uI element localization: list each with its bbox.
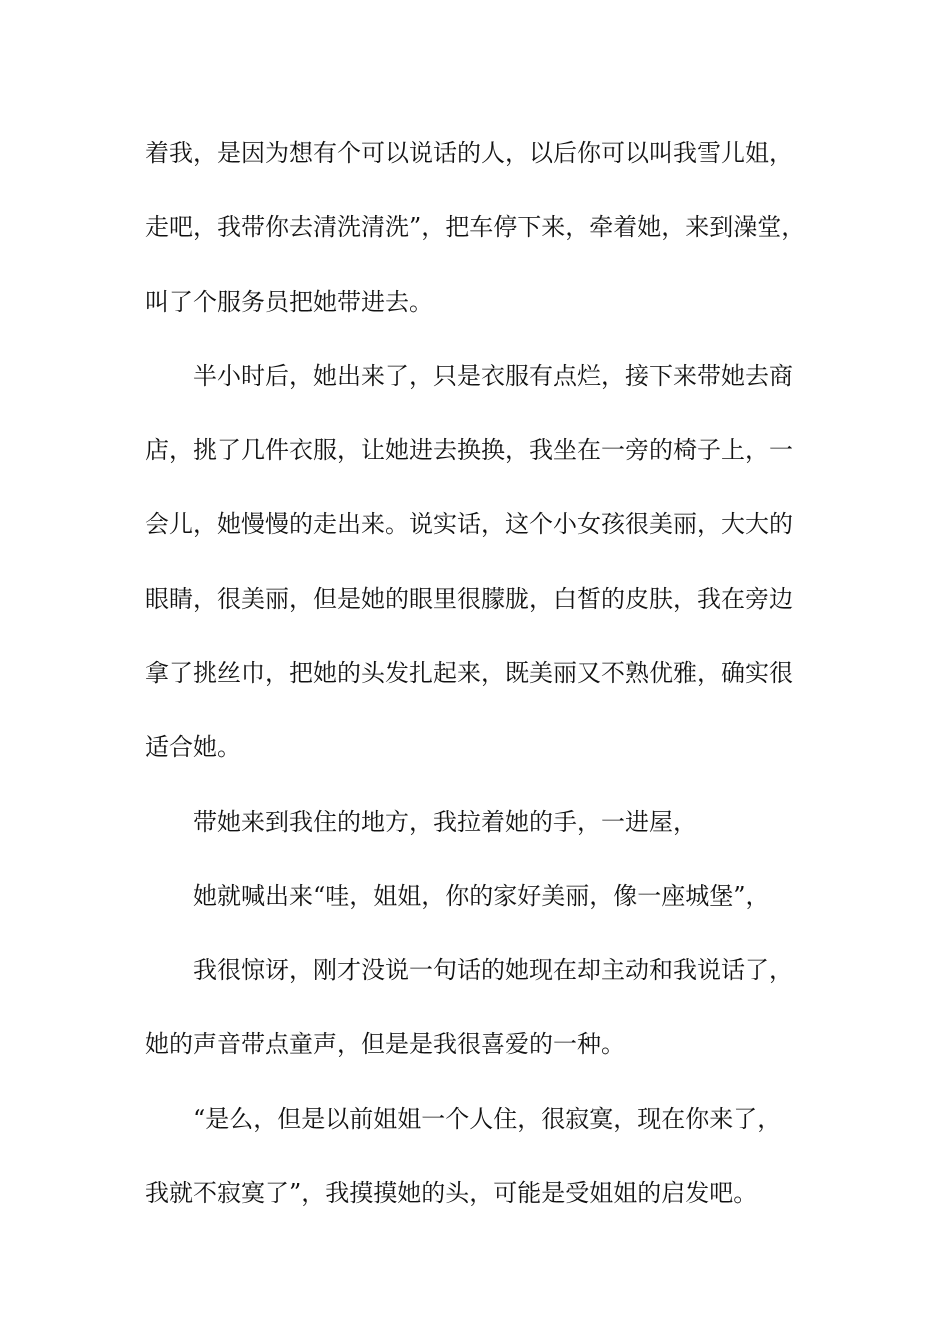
text-line-11: 她就喊出来“哇，姐姐，你的家好美丽，像一座城堡”，: [193, 882, 770, 910]
text-line-1: 着我，是因为想有个可以说话的人，以后你可以叫我雪儿姐，: [145, 139, 793, 167]
text-line-9: 适合她。: [145, 733, 241, 761]
text-line-6: 会儿，她慢慢的走出来。说实话，这个小女孩很美丽，大大的: [145, 510, 793, 538]
text-line-2: 走吧，我带你去清洗清洗”，把车停下来，牵着她，来到澡堂，: [145, 213, 806, 241]
text-line-14: “是么，但是以前姐姐一个人住，很寂寞，现在你来了，: [193, 1105, 782, 1133]
text-line-10: 带她来到我住的地方，我拉着她的手，一进屋，: [193, 808, 697, 836]
text-line-3: 叫了个服务员把她带进去。: [145, 288, 433, 316]
text-line-8: 拿了挑丝巾，把她的头发扎起来，既美丽又不熟优雅，确实很: [145, 659, 793, 687]
text-line-15: 我就不寂寞了”，我摸摸她的头，可能是受姐姐的启发吧。: [145, 1179, 758, 1207]
text-line-13: 她的声音带点童声，但是是我很喜爱的一种。: [145, 1030, 625, 1058]
text-line-12: 我很惊讶，刚才没说一句话的她现在却主动和我说话了，: [193, 956, 793, 984]
text-line-7: 眼睛，很美丽，但是她的眼里很朦胧，白皙的皮肤，我在旁边: [145, 585, 793, 613]
text-line-5: 店，挑了几件衣服，让她进去换换，我坐在一旁的椅子上，一: [145, 436, 793, 464]
text-line-4: 半小时后，她出来了，只是衣服有点烂，接下来带她去商: [193, 362, 793, 390]
